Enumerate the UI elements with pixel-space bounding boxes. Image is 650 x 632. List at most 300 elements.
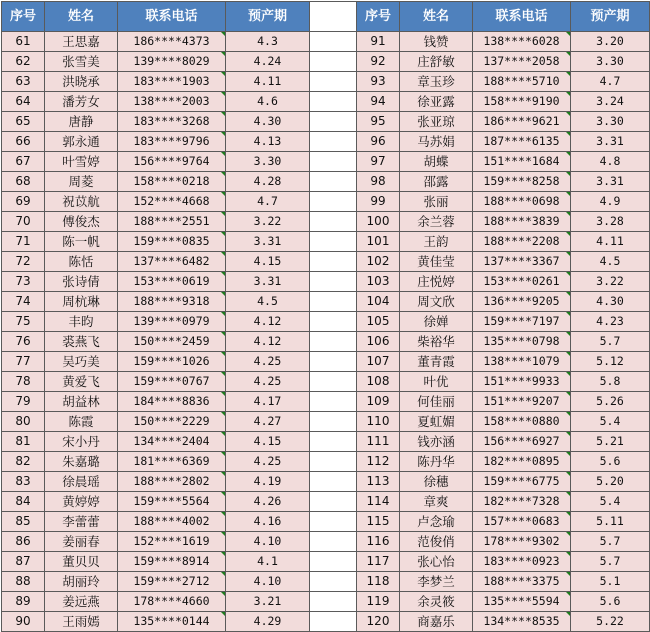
cell-phone[interactable]: 188****0698 — [473, 192, 571, 212]
cell-phone[interactable]: 135****5594 — [473, 592, 571, 612]
cell-phone[interactable]: 157****0683 — [473, 512, 571, 532]
table-row — [2, 572, 650, 592]
cell-due[interactable]: 4.23 — [571, 312, 650, 332]
spacer-cell[interactable] — [310, 72, 357, 92]
cell-seq[interactable]: 74 — [2, 292, 45, 312]
cell-due[interactable]: 4.17 — [226, 392, 310, 412]
cell-phone[interactable]: 137****2058 — [473, 52, 571, 72]
cell-phone[interactable]: 159****8258 — [473, 172, 571, 192]
spacer-cell[interactable] — [310, 552, 357, 572]
cell-phone[interactable]: 178****4660 — [118, 592, 226, 612]
spacer-cell[interactable] — [310, 512, 357, 532]
cell-phone[interactable]: 159****0835 — [118, 232, 226, 252]
cell-due[interactable]: 5.6 — [571, 452, 650, 472]
cell-phone[interactable]: 151****9933 — [473, 372, 571, 392]
cell-due[interactable]: 4.6 — [226, 92, 310, 112]
cell-seq[interactable]: 99 — [357, 192, 400, 212]
cell-phone[interactable]: 188****4002 — [118, 512, 226, 532]
cell-due[interactable]: 3.31 — [571, 172, 650, 192]
cell-seq[interactable]: 90 — [2, 612, 45, 632]
cell-phone[interactable]: 137****3367 — [473, 252, 571, 272]
cell-name[interactable]: 章爽 — [400, 492, 473, 512]
cell-seq[interactable]: 75 — [2, 312, 45, 332]
cell-name[interactable]: 丰昀 — [45, 312, 118, 332]
header-seq-right[interactable]: 序号 — [357, 2, 400, 32]
cell-due[interactable]: 4.15 — [226, 432, 310, 452]
cell-seq[interactable]: 72 — [2, 252, 45, 272]
cell-seq[interactable]: 84 — [2, 492, 45, 512]
cell-name[interactable]: 郭永通 — [45, 132, 118, 152]
spacer-cell[interactable] — [310, 252, 357, 272]
cell-name[interactable]: 余兰蓉 — [400, 212, 473, 232]
spacer-cell[interactable] — [310, 412, 357, 432]
cell-seq[interactable]: 97 — [357, 152, 400, 172]
cell-seq[interactable]: 63 — [2, 72, 45, 92]
cell-due[interactable]: 3.20 — [571, 32, 650, 52]
spacer-cell[interactable] — [310, 32, 357, 52]
cell-seq[interactable]: 79 — [2, 392, 45, 412]
table-row — [2, 372, 650, 392]
cell-due[interactable]: 4.12 — [226, 332, 310, 352]
cell-phone[interactable]: 151****1684 — [473, 152, 571, 172]
cell-seq[interactable]: 68 — [2, 172, 45, 192]
cell-name[interactable]: 董青霞 — [400, 352, 473, 372]
cell-name[interactable]: 洪晓承 — [45, 72, 118, 92]
table-row — [2, 92, 650, 112]
cell-phone[interactable]: 139****0979 — [118, 312, 226, 332]
cell-phone[interactable]: 159****6775 — [473, 472, 571, 492]
cell-due[interactable]: 4.7 — [226, 192, 310, 212]
cell-due[interactable]: 4.29 — [226, 612, 310, 632]
header-due-left[interactable]: 预产期 — [226, 2, 310, 32]
cell-phone[interactable]: 159****8914 — [118, 552, 226, 572]
header-phone-left[interactable]: 联系电话 — [118, 2, 226, 32]
table-row — [2, 352, 650, 372]
cell-seq[interactable]: 94 — [357, 92, 400, 112]
cell-seq[interactable]: 77 — [2, 352, 45, 372]
cell-phone[interactable]: 138****6028 — [473, 32, 571, 52]
cell-due[interactable]: 3.21 — [226, 592, 310, 612]
cell-seq[interactable]: 80 — [2, 412, 45, 432]
cell-phone[interactable]: 186****4373 — [118, 32, 226, 52]
cell-name[interactable]: 胡蝶 — [400, 152, 473, 172]
cell-phone[interactable]: 183****9796 — [118, 132, 226, 152]
cell-due[interactable]: 5.7 — [571, 552, 650, 572]
cell-due[interactable]: 4.25 — [226, 372, 310, 392]
cell-phone[interactable]: 188****3375 — [473, 572, 571, 592]
cell-seq[interactable]: 71 — [2, 232, 45, 252]
cell-name[interactable]: 钱赞 — [400, 32, 473, 52]
cell-name[interactable]: 黄佳莹 — [400, 252, 473, 272]
cell-phone[interactable]: 139****8029 — [118, 52, 226, 72]
table-row — [2, 312, 650, 332]
spacer-cell[interactable] — [310, 132, 357, 152]
cell-phone[interactable]: 158****0880 — [473, 412, 571, 432]
spacer-cell[interactable] — [310, 472, 357, 492]
table-row — [2, 252, 650, 272]
cell-name[interactable]: 张雪美 — [45, 52, 118, 72]
cell-phone[interactable]: 158****9190 — [473, 92, 571, 112]
cell-name[interactable]: 胡益林 — [45, 392, 118, 412]
cell-name[interactable]: 王韵 — [400, 232, 473, 252]
cell-name[interactable]: 唐静 — [45, 112, 118, 132]
cell-name[interactable]: 周菱 — [45, 172, 118, 192]
cell-phone[interactable]: 188****9318 — [118, 292, 226, 312]
spacer-cell[interactable] — [310, 52, 357, 72]
cell-seq[interactable]: 89 — [2, 592, 45, 612]
cell-phone[interactable]: 183****1903 — [118, 72, 226, 92]
table-row — [2, 332, 650, 352]
cell-seq[interactable]: 70 — [2, 212, 45, 232]
cell-name[interactable]: 庄悦婷 — [400, 272, 473, 292]
cell-phone[interactable]: 151****9207 — [473, 392, 571, 412]
cell-seq[interactable]: 64 — [2, 92, 45, 112]
cell-name[interactable]: 徐婵 — [400, 312, 473, 332]
cell-seq[interactable]: 66 — [2, 132, 45, 152]
cell-phone[interactable]: 134****8535 — [473, 612, 571, 632]
cell-phone[interactable]: 178****9302 — [473, 532, 571, 552]
spacer-cell[interactable] — [310, 612, 357, 632]
cell-due[interactable]: 5.21 — [571, 432, 650, 452]
table-row — [2, 32, 650, 52]
cell-name[interactable]: 张丽 — [400, 192, 473, 212]
table-row — [2, 452, 650, 472]
cell-name[interactable]: 陈恬 — [45, 252, 118, 272]
cell-phone[interactable]: 138****1079 — [473, 352, 571, 372]
cell-phone[interactable]: 135****0144 — [118, 612, 226, 632]
cell-name[interactable]: 柴裕华 — [400, 332, 473, 352]
cell-name[interactable]: 叶雪婷 — [45, 152, 118, 172]
cell-seq[interactable]: 69 — [2, 192, 45, 212]
table-row — [2, 152, 650, 172]
cell-due[interactable]: 4.7 — [571, 72, 650, 92]
table-row — [2, 232, 650, 252]
table-row — [2, 472, 650, 492]
cell-name[interactable]: 周文欣 — [400, 292, 473, 312]
cell-due[interactable]: 4.10 — [226, 532, 310, 552]
cell-phone[interactable]: 182****0895 — [473, 452, 571, 472]
table-body — [2, 32, 650, 632]
cell-phone[interactable]: 135****0798 — [473, 332, 571, 352]
cell-due[interactable]: 3.30 — [226, 152, 310, 172]
cell-due[interactable]: 4.11 — [226, 72, 310, 92]
cell-phone[interactable]: 136****9205 — [473, 292, 571, 312]
cell-seq[interactable]: 87 — [2, 552, 45, 572]
header-spacer[interactable] — [310, 2, 357, 32]
cell-name[interactable]: 徐亚露 — [400, 92, 473, 112]
maternity-roster-table — [1, 1, 650, 632]
spacer-cell[interactable] — [310, 192, 357, 212]
cell-seq[interactable]: 108 — [357, 372, 400, 392]
cell-seq[interactable]: 95 — [357, 112, 400, 132]
cell-name[interactable]: 陈一帆 — [45, 232, 118, 252]
cell-due[interactable]: 4.30 — [571, 292, 650, 312]
cell-seq[interactable]: 98 — [357, 172, 400, 192]
cell-name[interactable]: 陈丹华 — [400, 452, 473, 472]
cell-seq[interactable]: 115 — [357, 512, 400, 532]
cell-due[interactable]: 4.28 — [226, 172, 310, 192]
cell-seq[interactable]: 104 — [357, 292, 400, 312]
cell-phone[interactable]: 187****6135 — [473, 132, 571, 152]
table-row — [2, 512, 650, 532]
spacer-cell[interactable] — [310, 452, 357, 472]
spacer-cell[interactable] — [310, 432, 357, 452]
cell-due[interactable]: 5.26 — [571, 392, 650, 412]
header-name-right[interactable]: 姓名 — [400, 2, 473, 32]
cell-due[interactable]: 3.31 — [571, 132, 650, 152]
spacer-cell[interactable] — [310, 292, 357, 312]
spacer-cell[interactable] — [310, 392, 357, 412]
table-row — [2, 172, 650, 192]
cell-seq[interactable]: 103 — [357, 272, 400, 292]
cell-due[interactable]: 4.30 — [226, 112, 310, 132]
cell-name[interactable]: 夏虹媚 — [400, 412, 473, 432]
cell-name[interactable]: 傅俊杰 — [45, 212, 118, 232]
cell-name[interactable]: 祝苡航 — [45, 192, 118, 212]
cell-phone[interactable]: 152****4668 — [118, 192, 226, 212]
header-due-right[interactable]: 预产期 — [571, 2, 650, 32]
cell-seq[interactable]: 92 — [357, 52, 400, 72]
cell-due[interactable]: 4.3 — [226, 32, 310, 52]
cell-seq[interactable]: 114 — [357, 492, 400, 512]
cell-name[interactable]: 张心怡 — [400, 552, 473, 572]
cell-name[interactable]: 姜远燕 — [45, 592, 118, 612]
cell-seq[interactable]: 110 — [357, 412, 400, 432]
table-row — [2, 112, 650, 132]
cell-due[interactable]: 4.1 — [226, 552, 310, 572]
cell-phone[interactable]: 159****7197 — [473, 312, 571, 332]
cell-seq[interactable]: 100 — [357, 212, 400, 232]
cell-name[interactable]: 章玉珍 — [400, 72, 473, 92]
cell-phone[interactable]: 183****3268 — [118, 112, 226, 132]
cell-name[interactable]: 胡丽玲 — [45, 572, 118, 592]
cell-due[interactable]: 3.30 — [571, 52, 650, 72]
cell-due[interactable]: 4.25 — [226, 452, 310, 472]
cell-name[interactable]: 李蕾蕾 — [45, 512, 118, 532]
cell-seq[interactable]: 93 — [357, 72, 400, 92]
cell-due[interactable]: 5.1 — [571, 572, 650, 592]
cell-due[interactable]: 4.24 — [226, 52, 310, 72]
cell-name[interactable]: 周杭琳 — [45, 292, 118, 312]
cell-due[interactable]: 3.31 — [226, 232, 310, 252]
table-row — [2, 552, 650, 572]
spacer-cell[interactable] — [310, 152, 357, 172]
cell-seq[interactable]: 65 — [2, 112, 45, 132]
cell-due[interactable]: 5.6 — [571, 592, 650, 612]
cell-seq[interactable]: 109 — [357, 392, 400, 412]
cell-due[interactable]: 3.28 — [571, 212, 650, 232]
spacer-cell[interactable] — [310, 572, 357, 592]
cell-name[interactable]: 商嘉乐 — [400, 612, 473, 632]
cell-due[interactable]: 5.20 — [571, 472, 650, 492]
cell-seq[interactable]: 83 — [2, 472, 45, 492]
cell-name[interactable]: 张亚琼 — [400, 112, 473, 132]
spacer-cell[interactable] — [310, 212, 357, 232]
cell-due[interactable]: 3.24 — [571, 92, 650, 112]
cell-seq[interactable]: 76 — [2, 332, 45, 352]
cell-due[interactable]: 3.30 — [571, 112, 650, 132]
cell-due[interactable]: 4.9 — [571, 192, 650, 212]
spacer-cell[interactable] — [310, 372, 357, 392]
cell-seq[interactable]: 96 — [357, 132, 400, 152]
cell-seq[interactable]: 88 — [2, 572, 45, 592]
cell-seq[interactable]: 107 — [357, 352, 400, 372]
cell-seq[interactable]: 106 — [357, 332, 400, 352]
cell-name[interactable]: 黄爱飞 — [45, 372, 118, 392]
cell-phone[interactable]: 158****0218 — [118, 172, 226, 192]
cell-phone[interactable]: 184****8836 — [118, 392, 226, 412]
cell-due[interactable]: 4.16 — [226, 512, 310, 532]
cell-phone[interactable]: 137****6482 — [118, 252, 226, 272]
cell-seq[interactable]: 112 — [357, 452, 400, 472]
cell-name[interactable]: 叶优 — [400, 372, 473, 392]
cell-seq[interactable]: 85 — [2, 512, 45, 532]
cell-phone[interactable]: 156****9764 — [118, 152, 226, 172]
cell-phone[interactable]: 150****2459 — [118, 332, 226, 352]
cell-name[interactable]: 马苏娟 — [400, 132, 473, 152]
cell-name[interactable]: 裘燕飞 — [45, 332, 118, 352]
table-row — [2, 612, 650, 632]
cell-due[interactable]: 5.22 — [571, 612, 650, 632]
cell-seq[interactable]: 113 — [357, 472, 400, 492]
cell-due[interactable]: 4.10 — [226, 572, 310, 592]
cell-seq[interactable]: 61 — [2, 32, 45, 52]
cell-name[interactable]: 李梦兰 — [400, 572, 473, 592]
cell-seq[interactable]: 117 — [357, 552, 400, 572]
spacer-cell[interactable] — [310, 312, 357, 332]
cell-phone[interactable]: 159****2712 — [118, 572, 226, 592]
cell-name[interactable]: 徐晨瑶 — [45, 472, 118, 492]
cell-due[interactable]: 4.12 — [226, 312, 310, 332]
cell-name[interactable]: 潘芳女 — [45, 92, 118, 112]
cell-seq[interactable]: 119 — [357, 592, 400, 612]
cell-seq[interactable]: 78 — [2, 372, 45, 392]
cell-name[interactable]: 朱嘉璐 — [45, 452, 118, 472]
cell-phone[interactable]: 138****2003 — [118, 92, 226, 112]
cell-name[interactable]: 宋小丹 — [45, 432, 118, 452]
cell-due[interactable]: 5.7 — [571, 332, 650, 352]
cell-name[interactable]: 吴巧美 — [45, 352, 118, 372]
cell-phone[interactable]: 159****5564 — [118, 492, 226, 512]
cell-due[interactable]: 4.8 — [571, 152, 650, 172]
table-row — [2, 412, 650, 432]
spacer-cell[interactable] — [310, 272, 357, 292]
table-row — [2, 52, 650, 72]
cell-seq[interactable]: 91 — [357, 32, 400, 52]
cell-phone[interactable]: 183****0923 — [473, 552, 571, 572]
cell-due[interactable]: 4.26 — [226, 492, 310, 512]
cell-phone[interactable]: 134****2404 — [118, 432, 226, 452]
cell-name[interactable]: 张诗倩 — [45, 272, 118, 292]
cell-seq[interactable]: 118 — [357, 572, 400, 592]
cell-phone[interactable]: 188****2551 — [118, 212, 226, 232]
cell-seq[interactable]: 62 — [2, 52, 45, 72]
cell-due[interactable]: 4.15 — [226, 252, 310, 272]
cell-due[interactable]: 5.11 — [571, 512, 650, 532]
cell-phone[interactable]: 186****9621 — [473, 112, 571, 132]
cell-phone[interactable]: 188****5710 — [473, 72, 571, 92]
cell-seq[interactable]: 73 — [2, 272, 45, 292]
cell-due[interactable]: 5.8 — [571, 372, 650, 392]
spacer-cell[interactable] — [310, 232, 357, 252]
spacer-cell[interactable] — [310, 492, 357, 512]
cell-name[interactable]: 董贝贝 — [45, 552, 118, 572]
cell-name[interactable]: 何佳丽 — [400, 392, 473, 412]
cell-name[interactable]: 黄婷婷 — [45, 492, 118, 512]
cell-phone[interactable]: 188****2802 — [118, 472, 226, 492]
cell-due[interactable]: 4.13 — [226, 132, 310, 152]
cell-phone[interactable]: 182****7328 — [473, 492, 571, 512]
cell-name[interactable]: 邵露 — [400, 172, 473, 192]
cell-due[interactable]: 4.25 — [226, 352, 310, 372]
cell-due[interactable]: 5.12 — [571, 352, 650, 372]
cell-seq[interactable]: 116 — [357, 532, 400, 552]
cell-phone[interactable]: 159****0767 — [118, 372, 226, 392]
header-phone-right[interactable]: 联系电话 — [473, 2, 571, 32]
cell-seq[interactable]: 101 — [357, 232, 400, 252]
spacer-cell[interactable] — [310, 112, 357, 132]
cell-due[interactable]: 3.22 — [226, 212, 310, 232]
cell-seq[interactable]: 86 — [2, 532, 45, 552]
cell-seq[interactable]: 105 — [357, 312, 400, 332]
cell-due[interactable]: 4.5 — [571, 252, 650, 272]
cell-due[interactable]: 3.22 — [571, 272, 650, 292]
cell-seq[interactable]: 82 — [2, 452, 45, 472]
cell-name[interactable]: 陈霞 — [45, 412, 118, 432]
cell-due[interactable]: 5.4 — [571, 412, 650, 432]
cell-due[interactable]: 4.19 — [226, 472, 310, 492]
cell-seq[interactable]: 102 — [357, 252, 400, 272]
spacer-cell[interactable] — [310, 92, 357, 112]
cell-phone[interactable]: 159****1026 — [118, 352, 226, 372]
cell-seq[interactable]: 81 — [2, 432, 45, 452]
cell-phone[interactable]: 150****2229 — [118, 412, 226, 432]
cell-name[interactable]: 钱亦涵 — [400, 432, 473, 452]
cell-phone[interactable]: 181****6369 — [118, 452, 226, 472]
cell-name[interactable]: 徐穗 — [400, 472, 473, 492]
cell-due[interactable]: 5.4 — [571, 492, 650, 512]
cell-seq[interactable]: 111 — [357, 432, 400, 452]
cell-due[interactable]: 3.31 — [226, 272, 310, 292]
spacer-cell[interactable] — [310, 592, 357, 612]
cell-name[interactable]: 王雨嫣 — [45, 612, 118, 632]
cell-due[interactable]: 4.11 — [571, 232, 650, 252]
cell-name[interactable]: 余灵筱 — [400, 592, 473, 612]
cell-name[interactable]: 卢念瑜 — [400, 512, 473, 532]
cell-name[interactable]: 庄舒敏 — [400, 52, 473, 72]
spacer-cell[interactable] — [310, 532, 357, 552]
spacer-cell[interactable] — [310, 332, 357, 352]
cell-phone[interactable]: 152****1619 — [118, 532, 226, 552]
cell-due[interactable]: 4.27 — [226, 412, 310, 432]
cell-seq[interactable]: 120 — [357, 612, 400, 632]
header-name-left[interactable]: 姓名 — [45, 2, 118, 32]
cell-phone[interactable]: 188****2208 — [473, 232, 571, 252]
header-seq-left[interactable]: 序号 — [2, 2, 45, 32]
cell-due[interactable]: 4.5 — [226, 292, 310, 312]
cell-phone[interactable]: 156****6927 — [473, 432, 571, 452]
cell-due[interactable]: 5.7 — [571, 532, 650, 552]
spacer-cell[interactable] — [310, 352, 357, 372]
cell-name[interactable]: 范俊俏 — [400, 532, 473, 552]
cell-phone[interactable]: 188****3839 — [473, 212, 571, 232]
cell-name[interactable]: 姜丽春 — [45, 532, 118, 552]
cell-phone[interactable]: 153****0261 — [473, 272, 571, 292]
cell-name[interactable]: 王思嘉 — [45, 32, 118, 52]
cell-seq[interactable]: 67 — [2, 152, 45, 172]
cell-phone[interactable]: 153****0619 — [118, 272, 226, 292]
spacer-cell[interactable] — [310, 172, 357, 192]
